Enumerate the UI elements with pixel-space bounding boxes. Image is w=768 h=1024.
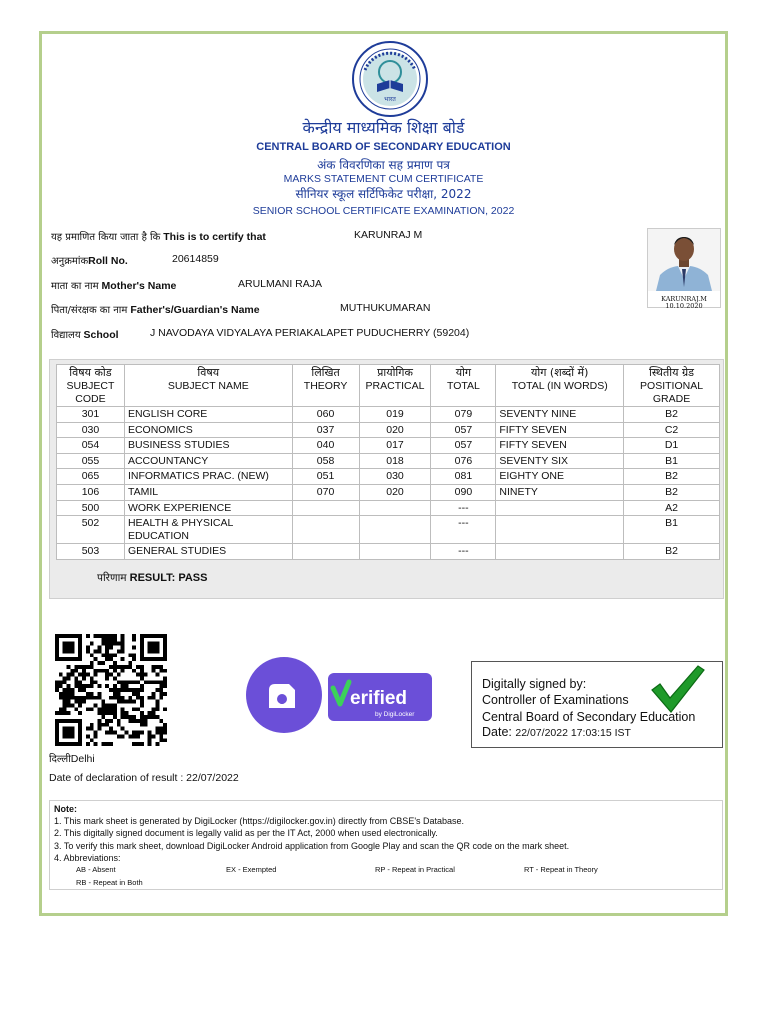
roll-line: अनुक्रमांकRoll No. <box>51 255 128 267</box>
photo-caption: KARUNRAJ.M <box>661 295 707 303</box>
abbreviation: EX - Exempted <box>226 865 277 874</box>
mother-line: माता का नाम Mother's Name <box>51 280 177 292</box>
col-grade: स्थितीय ग्रेड POSITIONAL GRADE <box>624 365 720 407</box>
table-row: 055 ACCOUNTANCY 058 018 076 SEVENTY SIX B1 <box>57 453 720 469</box>
table-row: 502 HEALTH & PHYSICAL EDUCATION --- B1 <box>57 516 720 544</box>
notes-box <box>49 800 723 890</box>
photo-date: 10.10.2020 <box>665 302 703 310</box>
col-total-words: योग (शब्दों में) TOTAL (IN WORDS) <box>496 365 624 407</box>
locker-icon <box>269 684 295 708</box>
check-mark-icon <box>648 664 706 714</box>
notes-title: Note: <box>54 804 77 814</box>
abbreviation: AB - Absent <box>76 865 116 874</box>
abbreviation: RT - Repeat in Theory <box>524 865 598 874</box>
table-row: 301 ENGLISH CORE 060 019 079 SEVENTY NINE B2 <box>57 407 720 423</box>
candidate-photo <box>647 228 721 308</box>
abbreviation: RB - Repeat in Both <box>76 878 143 887</box>
col-subject-code: विषय कोड SUBJECT CODE <box>57 365 125 407</box>
marks-table <box>56 364 720 560</box>
declaration-date: Date of declaration of result : 22/07/2022 <box>49 772 239 784</box>
result-value: RESULT: PASS <box>129 572 208 584</box>
roll-number: 20614859 <box>172 253 219 265</box>
abbreviation: RP - Repeat in Practical <box>375 865 455 874</box>
svg-text:भारत: भारत <box>384 96 396 103</box>
note-item: 4. Abbreviations: <box>54 852 121 863</box>
qr-code <box>55 634 167 746</box>
school-name: J NAVODAYA VIDYALAYA PERIAKALAPET PUDUCHERRY (59204) <box>150 327 470 339</box>
table-row: 503 GENERAL STUDIES --- B2 <box>57 544 720 560</box>
cbse-logo-icon <box>351 40 429 118</box>
marks-table-header <box>57 365 720 407</box>
note-item: 2. This digitally signed document is legally valid as per the IT Act, 2000 when used electronically. <box>54 828 438 839</box>
board-title-hindi: केन्द्रीय माध्यमिक शिक्षा बोर्ड <box>302 118 465 137</box>
col-practical: प्रायोगिक PRACTICAL <box>359 365 431 407</box>
marksheet <box>39 31 728 916</box>
mother-name: ARULMANI RAJA <box>238 278 323 290</box>
svg-text:erified: erified <box>350 688 408 709</box>
board-title: CENTRAL BOARD OF SECONDARY EDUCATION <box>256 141 511 153</box>
col-theory: लिखित THEORY <box>292 365 359 407</box>
table-row: 054 BUSINESS STUDIES 040 017 057 FIFTY SEVEN D1 <box>57 438 720 454</box>
place: दिल्लीDelhi <box>49 753 95 765</box>
school-line: विद्यालय School <box>51 329 119 341</box>
doc-title-hindi: अंक विवरणिका सह प्रमाण पत्र <box>317 158 450 172</box>
note-item: 3. To verify this mark sheet, download DigiLocker Android application from Google Play and scan the QR code on the mark sheet. <box>54 840 570 851</box>
verified-by-digilocker-badge <box>243 654 433 736</box>
table-row: 065 INFORMATICS PRAC. (NEW) 051 030 081 EIGHTY ONE B2 <box>57 469 720 485</box>
certify-line: यह प्रमाणित किया जाता है कि This is to certify that <box>51 231 266 243</box>
col-subject-name: विषय SUBJECT NAME <box>124 365 292 407</box>
marks-panel <box>49 359 724 599</box>
result-line: परिणाम RESULT: PASS <box>97 572 208 584</box>
exam-title: SENIOR SCHOOL CERTIFICATE EXAMINATION, 2022 <box>252 205 515 217</box>
father-name: MUTHUKUMARAN <box>340 302 431 314</box>
doc-title: MARKS STATEMENT CUM CERTIFICATE <box>283 173 484 185</box>
signature-date: Date: 22/07/2022 17:03:15 IST <box>482 725 631 739</box>
digital-signature-box: Digitally signed by: Controller of Examinations Central Board of Secondary Education Date: 22/07/2022 17:03:15 IST <box>471 661 723 748</box>
svg-text:by DigiLocker: by DigiLocker <box>375 711 415 718</box>
note-item: 1. This mark sheet is generated by DigiLocker (https://digilocker.gov.in) directly from CBSE's Database. <box>54 816 465 827</box>
table-row: 106 TAMIL 070 020 090 NINETY B2 <box>57 484 720 500</box>
table-row: 500 WORK EXPERIENCE --- A2 <box>57 500 720 516</box>
table-row: 030 ECONOMICS 037 020 057 FIFTY SEVEN C2 <box>57 422 720 438</box>
col-total: योग TOTAL <box>431 365 496 407</box>
candidate-name: KARUNRAJ M <box>354 229 423 241</box>
father-line: पिता/संरक्षक का नाम Father's/Guardian's Name <box>51 304 260 316</box>
photo-image <box>648 229 720 291</box>
exam-title-hindi: सीनियर स्कूल सर्टिफिकेट परीक्षा, 2022 <box>295 187 472 201</box>
